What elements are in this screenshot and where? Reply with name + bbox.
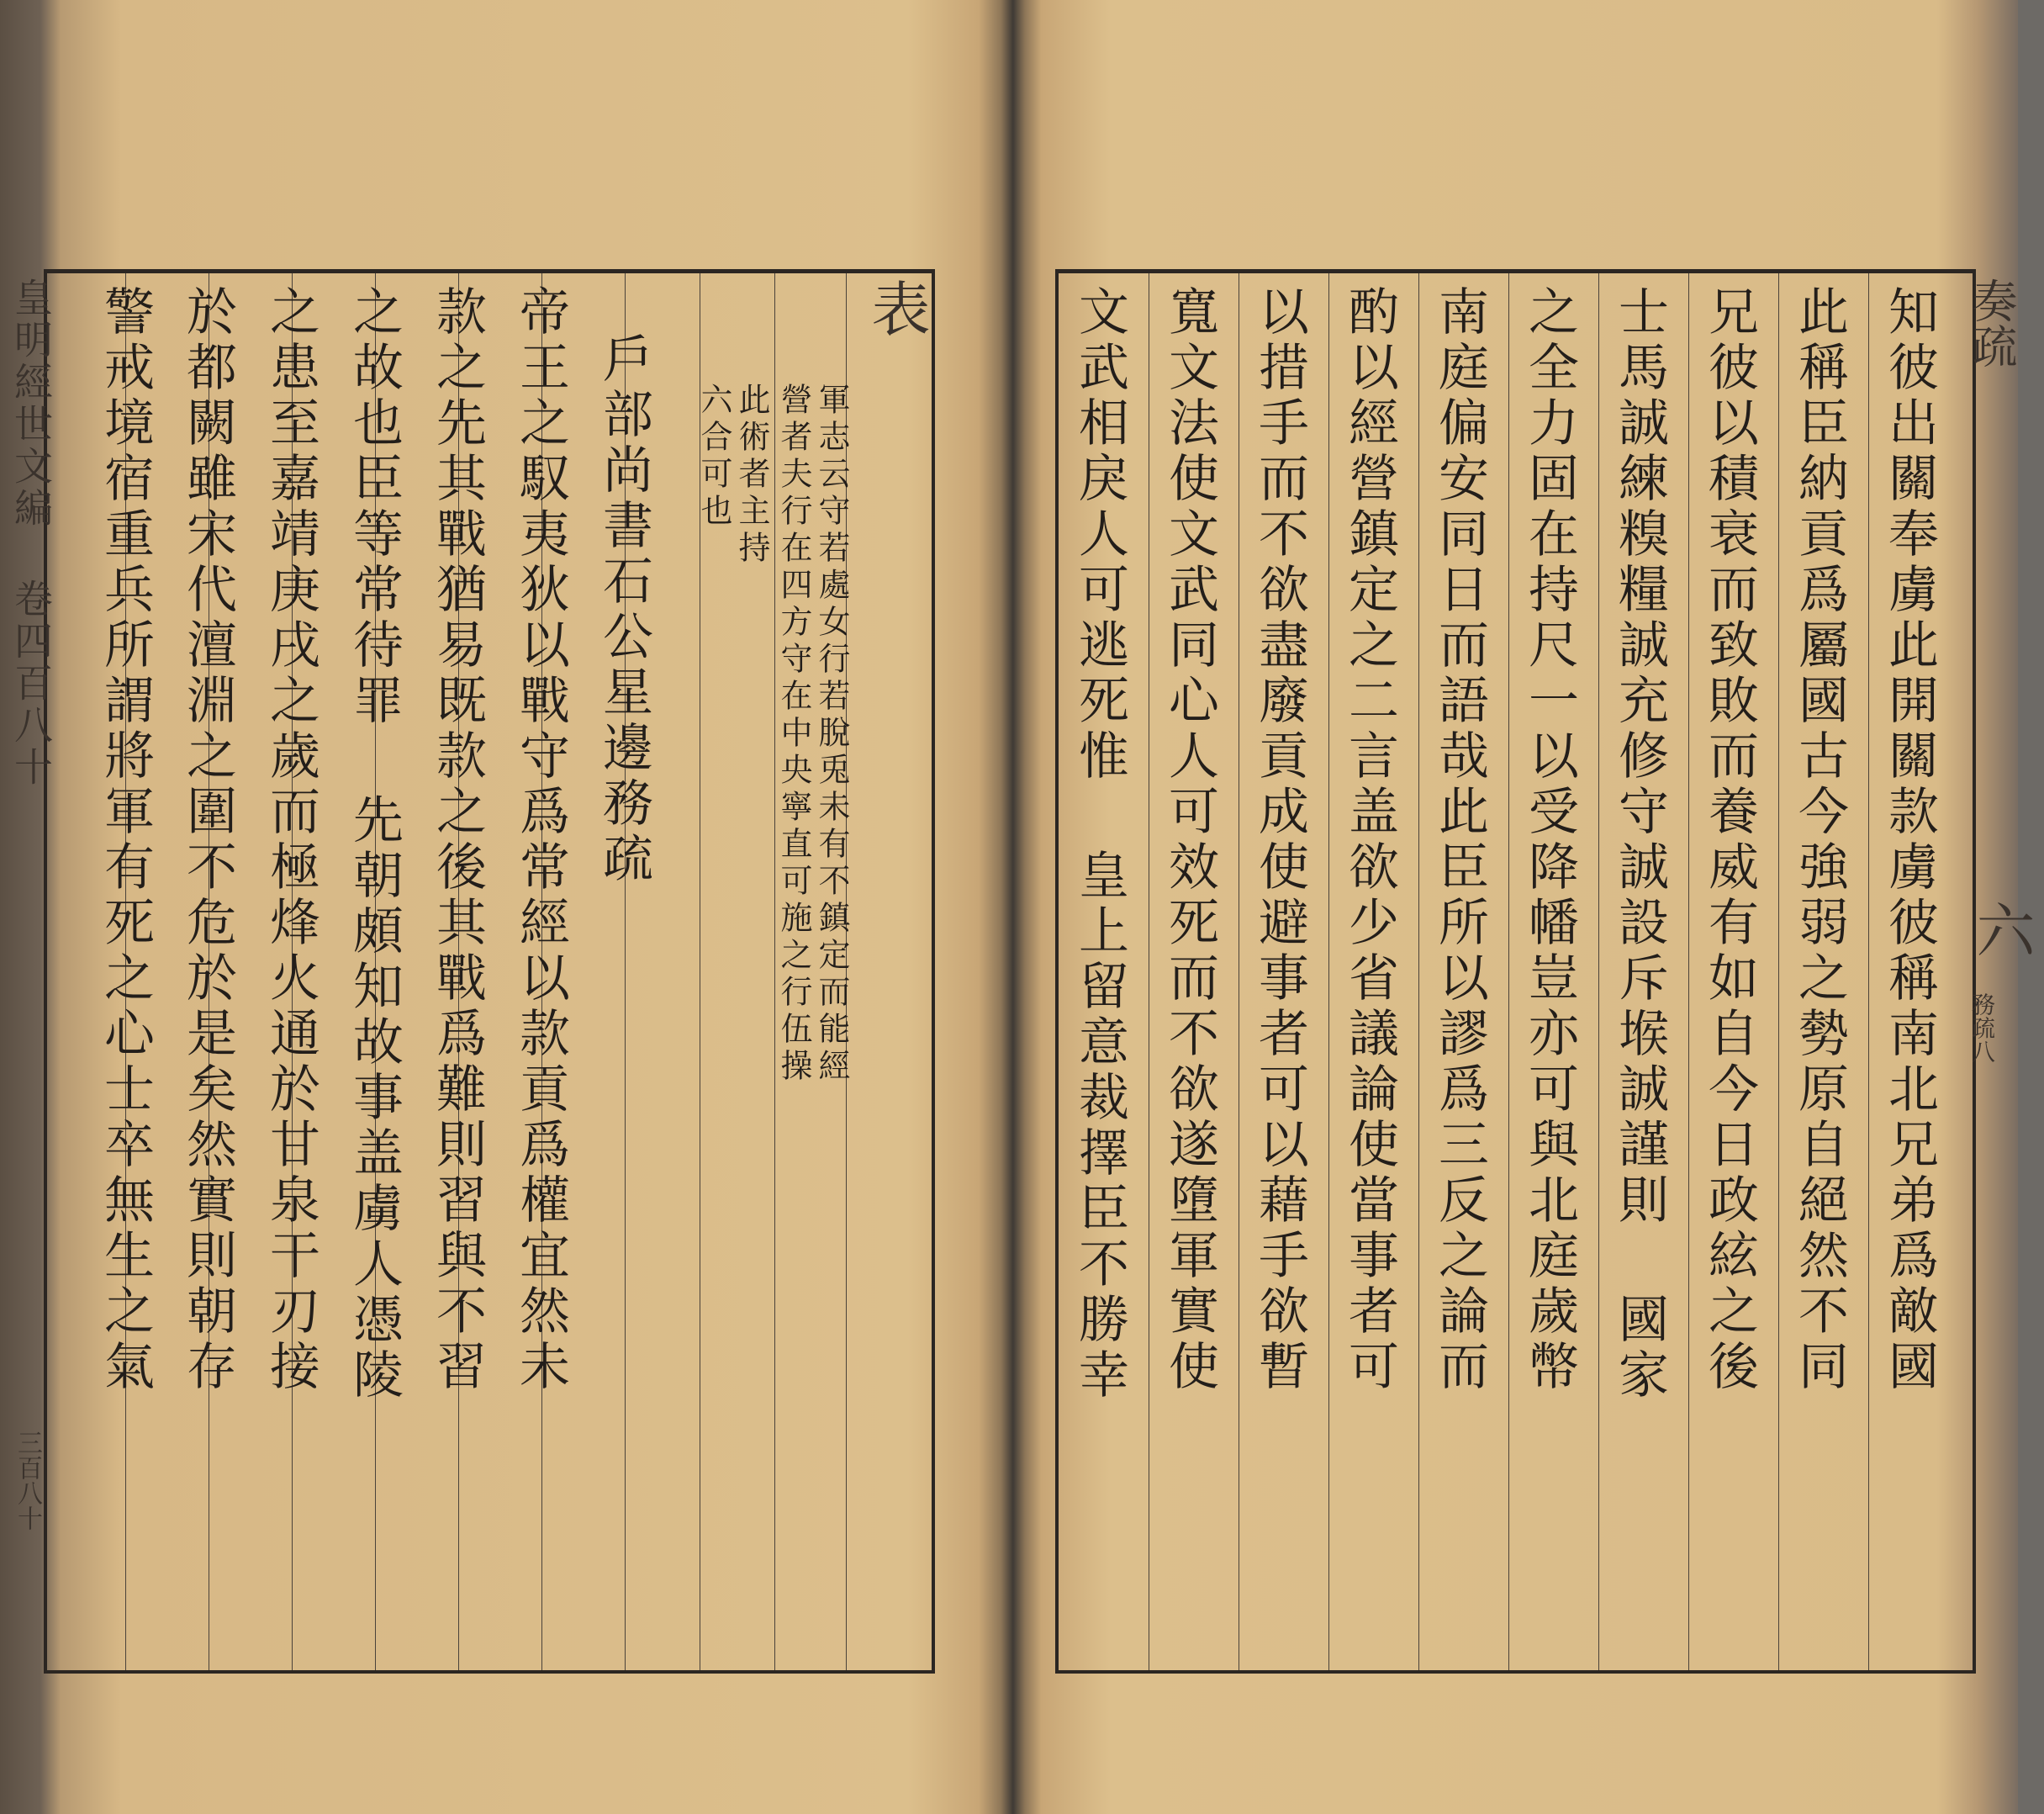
commentary-column: 六合可也 [695,383,732,531]
text-column: 寬文法使文武同心人可效死而不欲遂墮軍實使 [1160,285,1219,1395]
margin-title: 奏疏 [1965,278,2018,368]
text-column: 南庭偏安同日而語哉此臣所以謬爲三反之論而 [1430,285,1489,1395]
column-rule [1778,273,1779,1670]
text-column: 文武相戾人可逃死惟 皇上留意裁擇臣不勝幸 [1070,285,1129,1404]
commentary-column: 此術者主持 [733,383,770,568]
margin-title: 皇明經世文編 卷四百八十 [8,278,54,789]
text-column: 帝王之馭夷狄以戰守爲常經以款貢爲權宜然未 [511,285,570,1395]
right-page [1013,0,2036,1814]
text-column: 警戒境宿重兵所謂將軍有死之心士卒無生之氣 [96,285,155,1395]
text-column: 知彼出關奉虜此開關款虜彼稱南北兄弟爲敵國 [1880,285,1939,1395]
margin-number: 三百八十 [13,1430,42,1531]
commentary-column: 軍志云守若處女行若脫兎未有不鎮定而能經 [813,383,850,1086]
commentary-column: 營者夫行在四方守在中央寧直可施之行伍操 [775,383,812,1086]
column-rule [1508,273,1509,1670]
memorial-title: 戶部尚書石公星邊務疏 [594,332,653,887]
column-rule [1868,273,1869,1670]
column-rule [1418,273,1419,1670]
text-column: 此稱臣納貢爲屬國古今強弱之勢原自絕然不同 [1790,285,1849,1395]
text-column: 士馬誠練糗糧誠充修守誠設斥堠誠謹則 國家 [1610,285,1669,1404]
column-rule [1598,273,1599,1670]
margin-leaf-number: 六 [1967,900,2036,959]
left-page [0,0,1001,1814]
text-column: 兄彼以積衰而致敗而養威有如自今日政絃之後 [1700,285,1759,1395]
text-column: 之患至嘉靖庚戌之歲而極烽火通於甘泉干刃接 [261,285,320,1395]
text-column: 以措手而不欲盡廢貢成使避事者可以藉手欲暫 [1250,285,1309,1395]
column-rule [1688,273,1689,1670]
text-column: 酌以經營鎮定之二言盖欲少省議論使當事者可 [1340,285,1399,1395]
text-column: 之故也臣等常待罪 先朝頗知故事盖虜人憑陵 [345,285,404,1404]
text-column: 之全力固在持尺一以受降幡豈亦可與北庭歲幣 [1520,285,1579,1395]
column-rule [1328,273,1329,1670]
left-text-frame [44,269,935,1674]
heading-char: 表 [862,278,931,337]
text-column: 款之先其戰猶易既款之後其戰爲難則習與不習 [428,285,487,1395]
margin-note: 務疏八 [1968,992,1996,1063]
text-column: 於都闕雖宋代澶淵之圍不危於是矣然實則朝存 [178,285,237,1395]
right-text-frame [1055,269,1976,1674]
